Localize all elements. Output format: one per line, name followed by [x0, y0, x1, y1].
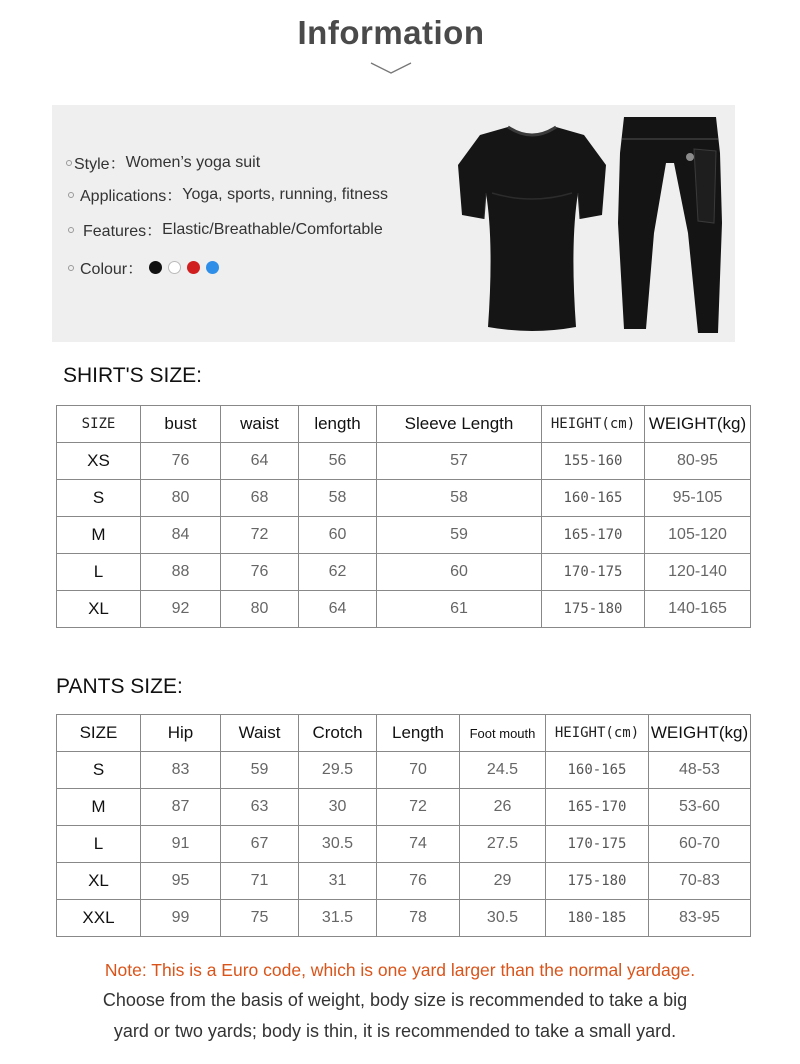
- table-cell: 48-53: [649, 752, 751, 789]
- colour-swatch: [168, 261, 181, 274]
- table-row: [57, 480, 751, 517]
- table-cell: 70: [377, 752, 460, 789]
- column-header: Hip: [141, 715, 221, 752]
- column-header: WEIGHT(kg): [645, 406, 751, 443]
- table-row: [57, 826, 751, 863]
- euro-code-note: Note: This is a Euro code, which is one yard larger than the normal yardage.: [104, 960, 696, 980]
- shirt-size-table: [56, 405, 751, 628]
- column-header: bust: [141, 406, 221, 443]
- table-cell: 72: [221, 517, 299, 554]
- sizing-advice-line-2: yard or two yards; body is thin, it is recommended to take a small yard.: [113, 1021, 677, 1041]
- column-header: Crotch: [299, 715, 377, 752]
- table-cell: 74: [377, 826, 460, 863]
- pants-size-table: [56, 714, 751, 937]
- table-cell: 27.5: [460, 826, 546, 863]
- size-cell: S: [57, 480, 141, 517]
- table-cell: 155-160: [542, 443, 645, 480]
- table-cell: 76: [377, 863, 460, 900]
- applications-label: Applications：: [80, 188, 183, 205]
- page-title: Information: [297, 14, 485, 51]
- table-cell: 30.5: [299, 826, 377, 863]
- column-header: Sleeve Length: [377, 406, 542, 443]
- table-cell: 83-95: [649, 900, 751, 937]
- table-cell: 170-175: [546, 826, 649, 863]
- table-cell: 91: [141, 826, 221, 863]
- table-cell: 59: [221, 752, 299, 789]
- colour-swatches: [149, 261, 225, 274]
- table-cell: 88: [141, 554, 221, 591]
- column-header: Waist: [221, 715, 299, 752]
- table-cell: 60: [299, 517, 377, 554]
- table-cell: 92: [141, 591, 221, 628]
- table-cell: 120-140: [645, 554, 751, 591]
- size-cell: XL: [57, 863, 141, 900]
- table-cell: 80: [221, 591, 299, 628]
- table-cell: 61: [377, 591, 542, 628]
- table-cell: 64: [299, 591, 377, 628]
- product-info-panel: [52, 105, 735, 342]
- bullet-icon: [66, 160, 72, 166]
- table-cell: 57: [377, 443, 542, 480]
- bullet-icon: [68, 227, 74, 233]
- table-cell: 170-175: [542, 554, 645, 591]
- table-cell: 53-60: [649, 789, 751, 826]
- table-cell: 140-165: [645, 591, 751, 628]
- info-features-row: [68, 218, 383, 241]
- applications-value: Yoga, sports, running, fitness: [182, 185, 389, 203]
- table-cell: 58: [377, 480, 542, 517]
- size-cell: XXL: [57, 900, 141, 937]
- table-cell: 105-120: [645, 517, 751, 554]
- size-cell: M: [57, 517, 141, 554]
- table-cell: 30: [299, 789, 377, 826]
- size-cell: L: [57, 554, 141, 591]
- style-value: Women’s yoga suit: [125, 153, 261, 171]
- table-cell: 87: [141, 789, 221, 826]
- table-cell: 84: [141, 517, 221, 554]
- colour-swatch: [187, 261, 200, 274]
- table-cell: 26: [460, 789, 546, 826]
- table-cell: 80-95: [645, 443, 751, 480]
- column-header: WEIGHT(kg): [649, 715, 751, 752]
- column-header: Length: [377, 715, 460, 752]
- table-row: [57, 752, 751, 789]
- table-cell: 68: [221, 480, 299, 517]
- table-cell: 24.5: [460, 752, 546, 789]
- column-header: SIZE: [57, 715, 141, 752]
- colour-label: Colour：: [80, 261, 144, 278]
- pants-image: [614, 113, 726, 335]
- table-header-row: [57, 406, 751, 443]
- column-header: length: [299, 406, 377, 443]
- table-cell: 59: [377, 517, 542, 554]
- column-header: HEIGHT(cm): [542, 406, 645, 443]
- table-header-row: [57, 715, 751, 752]
- info-applications-row: [68, 183, 388, 206]
- size-cell: XS: [57, 443, 141, 480]
- table-cell: 56: [299, 443, 377, 480]
- table-row: [57, 789, 751, 826]
- bullet-icon: [68, 265, 74, 271]
- size-cell: L: [57, 826, 141, 863]
- table-cell: 175-180: [542, 591, 645, 628]
- table-cell: 76: [221, 554, 299, 591]
- shirt-size-title: SHIRT'S SIZE:: [63, 364, 202, 387]
- info-colour-row: [68, 256, 225, 279]
- size-cell: M: [57, 789, 141, 826]
- table-row: [57, 863, 751, 900]
- table-cell: 60: [377, 554, 542, 591]
- table-cell: 72: [377, 789, 460, 826]
- column-header: waist: [221, 406, 299, 443]
- style-label: Style：: [74, 156, 126, 173]
- table-cell: 75: [221, 900, 299, 937]
- colour-swatch: [149, 261, 162, 274]
- table-cell: 95: [141, 863, 221, 900]
- features-value: Elastic/Breathable/Comfortable: [162, 220, 383, 238]
- table-cell: 160-165: [546, 752, 649, 789]
- table-cell: 31.5: [299, 900, 377, 937]
- shirt-image: [456, 123, 608, 333]
- features-label: Features：: [83, 223, 163, 240]
- size-cell: XL: [57, 591, 141, 628]
- table-cell: 67: [221, 826, 299, 863]
- sizing-advice-line-1: Choose from the basis of weight, body size is recommended to take a big: [102, 990, 688, 1010]
- column-header: Foot mouth: [460, 715, 546, 752]
- table-cell: 70-83: [649, 863, 751, 900]
- table-cell: 80: [141, 480, 221, 517]
- table-cell: 62: [299, 554, 377, 591]
- size-cell: S: [57, 752, 141, 789]
- table-cell: 95-105: [645, 480, 751, 517]
- colour-swatch: [206, 261, 219, 274]
- table-row: [57, 517, 751, 554]
- table-cell: 31: [299, 863, 377, 900]
- table-cell: 30.5: [460, 900, 546, 937]
- table-cell: 180-185: [546, 900, 649, 937]
- table-cell: 60-70: [649, 826, 751, 863]
- chevron-down-icon: [370, 60, 412, 76]
- table-row: [57, 443, 751, 480]
- table-cell: 165-170: [546, 789, 649, 826]
- bullet-icon: [68, 192, 74, 198]
- column-header: SIZE: [57, 406, 141, 443]
- table-cell: 99: [141, 900, 221, 937]
- table-row: [57, 591, 751, 628]
- table-cell: 78: [377, 900, 460, 937]
- table-cell: 64: [221, 443, 299, 480]
- table-cell: 63: [221, 789, 299, 826]
- table-row: [57, 554, 751, 591]
- table-cell: 160-165: [542, 480, 645, 517]
- table-cell: 29: [460, 863, 546, 900]
- info-style-row: [66, 151, 260, 174]
- table-cell: 165-170: [542, 517, 645, 554]
- column-header: HEIGHT(cm): [546, 715, 649, 752]
- pants-size-title: PANTS SIZE:: [56, 675, 183, 698]
- table-row: [57, 900, 751, 937]
- table-cell: 175-180: [546, 863, 649, 900]
- table-cell: 29.5: [299, 752, 377, 789]
- table-cell: 83: [141, 752, 221, 789]
- table-cell: 76: [141, 443, 221, 480]
- table-cell: 71: [221, 863, 299, 900]
- table-cell: 58: [299, 480, 377, 517]
